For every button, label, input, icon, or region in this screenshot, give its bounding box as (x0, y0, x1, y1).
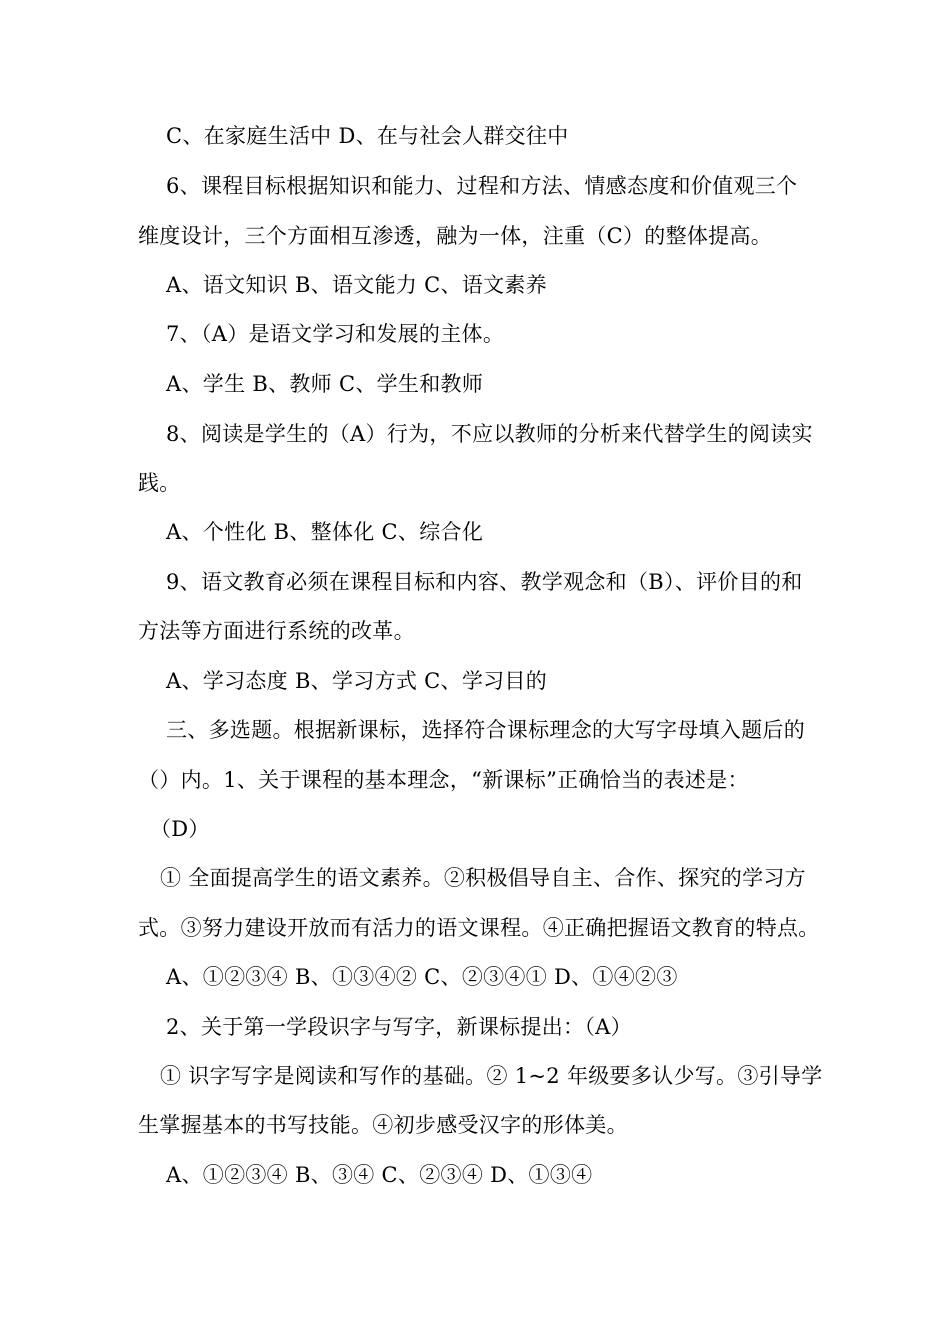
statement-list-2-cont: 生掌握基本的书写技能。④初步感受汉字的形体美。 (138, 1113, 628, 1137)
section-3-question-2: 2、关于第一学段识字与写字，新课标提出：（A） (166, 1015, 632, 1039)
section-3-question-1: （）内。1、关于课程的基本理念，“新课标”正确恰当的表述是： (138, 768, 749, 792)
question-8-text: 8、阅读是学生的（A）行为，不应以教师的分析来代替学生的阅读实 (166, 422, 813, 446)
section-3-answer-1: （D） (150, 817, 210, 841)
question-6-options: A、语文知识 B、语文能力 C、语文素养 (166, 273, 548, 297)
section-3-heading: 三、多选题。根据新课标，选择符合课标理念的大写字母填入题后的 (166, 718, 805, 742)
question-8-options: A、个性化 B、整体化 C、综合化 (166, 520, 484, 544)
question-8-text-cont: 践。 (138, 471, 181, 495)
statement-list-1: ① 全面提高学生的语文素养。②积极倡导自主、合作、探究的学习方 (160, 866, 806, 890)
question-7-options: A、学生 B、教师 C、学生和教师 (166, 372, 484, 396)
question-6-text-cont: 维度设计，三个方面相互渗透，融为一体，注重（C）的整体提高。 (138, 224, 773, 248)
question-9-text-cont: 方法等方面进行系统的改革。 (138, 619, 415, 643)
question-7-text: 7、（A）是语文学习和发展的主体。 (166, 322, 505, 346)
section-3-options-1: A、①②③④ B、①③④② C、②③④① D、①④②③ (166, 965, 678, 989)
question-9-text: 9、语文教育必须在课程目标和内容、教学观念和（B）、评价目的和 (166, 570, 803, 594)
statement-list-1-cont: 式。③努力建设开放而有活力的语文课程。④正确把握语文教育的特点。 (138, 916, 820, 940)
question-6-text: 6、课程目标根据知识和能力、过程和方法、情感态度和价值观三个 (166, 174, 798, 198)
option-line: C、在家庭生活中 D、在与社会人群交往中 (166, 124, 569, 148)
section-3-options-2: A、①②③④ B、③④ C、②③④ D、①③④ (166, 1163, 593, 1187)
question-9-options: A、学习态度 B、学习方式 C、学习目的 (166, 669, 548, 693)
statement-list-2: ① 识字写字是阅读和写作的基础。② 1~2 年级要多认少写。③引导学 (160, 1064, 823, 1088)
